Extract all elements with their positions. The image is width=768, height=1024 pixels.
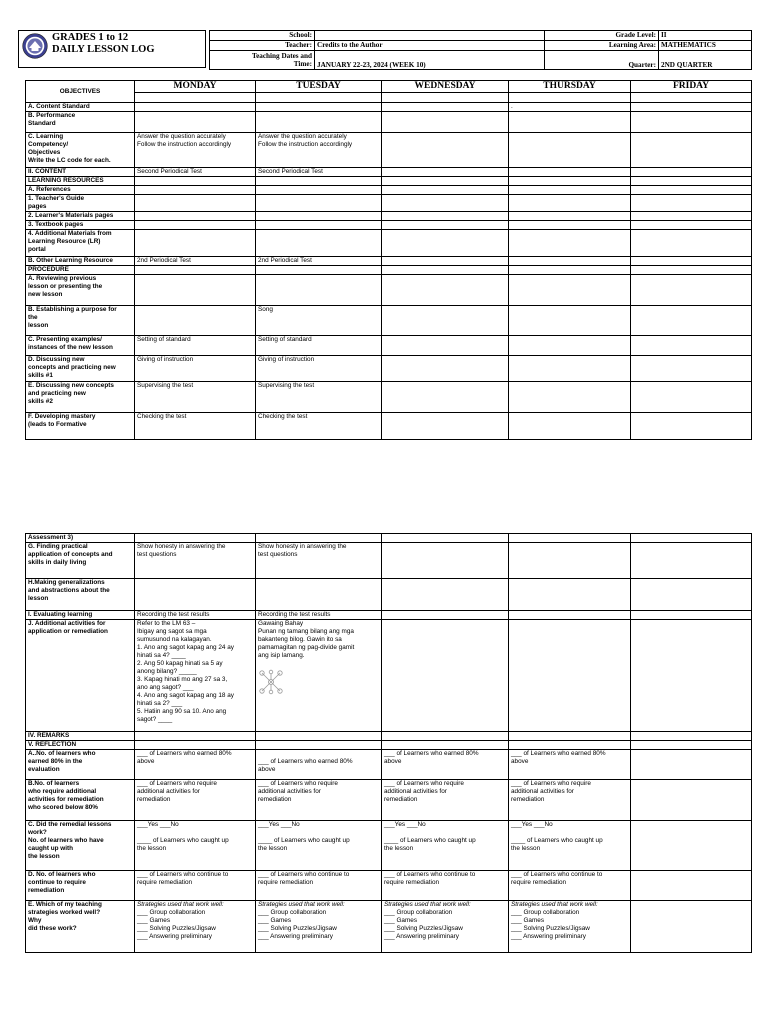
day-cell xyxy=(509,413,631,440)
day-header-wednesday: WEDNESDAY xyxy=(382,81,509,93)
day-cell xyxy=(631,741,752,750)
row-label: C. Learning Competency/ Objectives Write the LC code for each. xyxy=(26,133,135,168)
day-cell xyxy=(631,534,752,543)
table-row xyxy=(26,534,752,543)
day-cell xyxy=(256,579,382,611)
day-cell xyxy=(631,177,752,186)
day-cell: Giving of instruction xyxy=(135,356,256,382)
day-cell xyxy=(256,177,382,186)
row-label: H.Making generalizations and abstractions about the lesson xyxy=(26,579,135,611)
area-label: Learning Area: xyxy=(545,41,659,51)
day-cell xyxy=(256,732,382,741)
day-cell: ___ of Learners who earned 80% above xyxy=(382,750,509,780)
day-cell xyxy=(135,221,256,230)
row-label: A..No. of learners who earned 80% in the evaluation xyxy=(26,750,135,780)
day-cell xyxy=(135,212,256,221)
table-row xyxy=(26,306,752,336)
row-label: D. No. of learners who continue to require remediation xyxy=(26,871,135,901)
day-cell xyxy=(256,212,382,221)
row-label: A. References xyxy=(26,186,135,195)
day-cell: ___Yes ___No ____ of Learners who caught up the lesson xyxy=(382,821,509,871)
table-row xyxy=(26,732,752,741)
day-cell: ___ of Learners who continue to require remediation xyxy=(256,871,382,901)
day-cell xyxy=(631,732,752,741)
day-cell xyxy=(631,780,752,821)
strategies-items: ___ Group collaboration ___ Games ___ Solving Puzzles/Jigsaw ___ Answering preliminary xyxy=(384,909,463,940)
day-cell xyxy=(256,112,382,133)
row-label: V. REFLECTION xyxy=(26,741,135,750)
day-header-tuesday: TUESDAY xyxy=(256,81,382,93)
row-label: A. Reviewing previous lesson or presenting the new lesson xyxy=(26,275,135,306)
day-cell xyxy=(382,212,509,221)
table-row xyxy=(26,177,752,186)
day-cell xyxy=(256,230,382,257)
day-cell xyxy=(509,257,631,266)
day-cell: Refer to the LM 63 – Ibigay ang sagot sa mga sumusunod na kalagayan. 1. Ano ang sagot kapag ang 24 ay hinati sa 4? ____ 2. Ang 50 kapag hinati sa 5 ay anong bilang? _____ 3. Kapag hinati mo ang 27 sa 3, ano ang sagot? ___ 4. Ano ang sagot kapag ang 18 ay hinati sa 2? ___ 5. Hatiin ang 90 sa 10. Ano ang sagot? ____ xyxy=(135,620,256,732)
day-cell xyxy=(382,413,509,440)
day-cell xyxy=(509,732,631,741)
strategies-heading: Strategies used that work well: xyxy=(511,901,598,908)
day-cell: Recording the test results xyxy=(135,611,256,620)
day-cell: 2nd Periodical Test xyxy=(256,257,382,266)
day-cell xyxy=(256,103,382,112)
day-cell xyxy=(509,195,631,212)
day-cell xyxy=(631,103,752,112)
day-cell: Checking the test xyxy=(256,413,382,440)
row-label: D. Discussing new concepts and practicing new skills #1 xyxy=(26,356,135,382)
day-cell xyxy=(382,741,509,750)
day-cell: Second Periodical Test xyxy=(256,168,382,177)
day-cell xyxy=(509,306,631,336)
day-cell xyxy=(256,275,382,306)
table-row xyxy=(26,741,752,750)
day-cell xyxy=(631,871,752,901)
day-cell xyxy=(509,611,631,620)
day-sub-cell xyxy=(631,93,752,103)
table-row xyxy=(26,230,752,257)
header-table xyxy=(209,30,752,70)
day-cell xyxy=(256,266,382,275)
day-cell xyxy=(631,336,752,356)
table-row xyxy=(26,871,752,901)
row-label: B. Establishing a purpose for the lesson xyxy=(26,306,135,336)
day-cell xyxy=(631,195,752,212)
area-value: MATHEMATICS xyxy=(659,41,752,51)
grade-label: Grade Level: xyxy=(545,31,659,41)
day-cell xyxy=(509,133,631,168)
dates-label-line-1: Teaching Dates and xyxy=(251,51,312,60)
day-cell xyxy=(631,543,752,579)
day-cell xyxy=(509,543,631,579)
strategies-cell xyxy=(509,901,631,953)
row-label: 2. Learner's Materials pages xyxy=(26,212,135,221)
day-cell: ___ of Learners who earned 80% above xyxy=(509,750,631,780)
row-label: 3. Textbook pages xyxy=(26,221,135,230)
day-cell xyxy=(509,741,631,750)
row-label: E. Which of my teaching strategies worked well? Why did these work? xyxy=(26,901,135,953)
day-cell: Show honesty in answering the test questions xyxy=(256,543,382,579)
day-cell xyxy=(382,112,509,133)
day-cell xyxy=(256,195,382,212)
row-label: 1. Teacher's Guide pages xyxy=(26,195,135,212)
day-cell xyxy=(382,177,509,186)
day-cell xyxy=(631,112,752,133)
table-row xyxy=(26,133,752,168)
day-cell xyxy=(135,275,256,306)
quarter-label: Quarter: xyxy=(545,51,659,70)
day-cell xyxy=(631,133,752,168)
day-cell: ___ of Learners who continue to require remediation xyxy=(509,871,631,901)
table-row xyxy=(26,275,752,306)
row-label: G. Finding practical application of concepts and skills in daily living xyxy=(26,543,135,579)
day-cell xyxy=(256,534,382,543)
day-cell xyxy=(135,103,256,112)
table-row xyxy=(26,611,752,620)
day-cell: ___Yes ___No ____ of Learners who caught up the lesson xyxy=(509,821,631,871)
day-cell xyxy=(631,356,752,382)
day-cell xyxy=(509,275,631,306)
strategies-cell xyxy=(256,901,382,953)
strategies-items: ___ Group collaboration ___ Games ___ Solving Puzzles/Jigsaw ___ Answering preliminary xyxy=(258,909,337,940)
day-cell xyxy=(509,266,631,275)
strategies-heading: Strategies used that work well: xyxy=(137,901,224,908)
day-cell xyxy=(509,534,631,543)
dates-label-line-2: Time: xyxy=(293,60,312,68)
teacher-label: Teacher: xyxy=(210,41,315,51)
day-cell xyxy=(382,195,509,212)
day-cell xyxy=(382,221,509,230)
dates-value: JANUARY 22-23, 2024 (WEEK 10) xyxy=(315,51,545,70)
day-cell: Supervising the test xyxy=(135,382,256,413)
day-cell xyxy=(631,266,752,275)
day-cell xyxy=(631,186,752,195)
day-cell xyxy=(256,186,382,195)
day-cell xyxy=(256,741,382,750)
day-cell xyxy=(509,221,631,230)
row-label: IV. REMARKS xyxy=(26,732,135,741)
day-cell xyxy=(382,732,509,741)
day-sub-cell xyxy=(509,93,631,103)
strategies-cell xyxy=(382,901,509,953)
day-cell xyxy=(509,212,631,221)
day-cell xyxy=(631,212,752,221)
day-cell xyxy=(382,133,509,168)
day-cell xyxy=(509,230,631,257)
day-cell xyxy=(135,306,256,336)
day-cell xyxy=(382,611,509,620)
day-cell xyxy=(382,168,509,177)
row-label: 4. Additional Materials from Learning Resource (LR) portal xyxy=(26,230,135,257)
day-header-thursday: THURSDAY xyxy=(509,81,631,93)
day-cell: ___ of Learners who require additional activities for remediation xyxy=(256,780,382,821)
objectives-header: OBJECTIVES xyxy=(26,81,135,103)
day-cell xyxy=(135,230,256,257)
dates-label xyxy=(210,51,315,70)
day-cell: Checking the test xyxy=(135,413,256,440)
table-row xyxy=(26,221,752,230)
day-cell xyxy=(631,413,752,440)
grade-value: II xyxy=(659,31,752,41)
day-cell: Giving of instruction xyxy=(256,356,382,382)
day-cell xyxy=(382,620,509,732)
table-row xyxy=(26,750,752,780)
day-cell xyxy=(135,195,256,212)
day-cell xyxy=(509,579,631,611)
day-cell: ___Yes ___No ____ of Learners who caught up the lesson xyxy=(135,821,256,871)
day-header-friday: FRIDAY xyxy=(631,81,752,93)
day-cell xyxy=(382,336,509,356)
day-cell: Show honesty in answering the test questions xyxy=(135,543,256,579)
day-cell xyxy=(631,168,752,177)
molecule-icon xyxy=(258,669,284,695)
day-cell xyxy=(631,306,752,336)
day-cell: ___ of Learners who require additional activities for remediation xyxy=(135,780,256,821)
school-label: School: xyxy=(210,31,315,41)
table-row xyxy=(26,821,752,871)
deped-seal-icon xyxy=(22,33,48,59)
day-cell xyxy=(631,382,752,413)
day-cell: ___ of Learners who continue to require remediation xyxy=(382,871,509,901)
day-cell: . xyxy=(509,103,631,112)
day-cell: ___Yes ___No ____ of Learners who caught up the lesson xyxy=(256,821,382,871)
day-cell xyxy=(631,579,752,611)
day-cell xyxy=(382,534,509,543)
day-cell: Answer the question accurately Follow the instruction accordingly xyxy=(135,133,256,168)
day-cell xyxy=(631,821,752,871)
table-row xyxy=(26,195,752,212)
strategies-heading: Strategies used that work well: xyxy=(258,901,345,908)
day-cell: Gawaing Bahay Punan ng tamang bilang ang mga bakanteng bilog. Gawin ito sa pamamagitan ng pag-divide gamit ang isip lamang. xyxy=(256,620,382,732)
day-cell xyxy=(135,186,256,195)
day-cell xyxy=(382,275,509,306)
table-row xyxy=(26,112,752,133)
row-label: C. Presenting examples/ instances of the new lesson xyxy=(26,336,135,356)
day-cell xyxy=(509,356,631,382)
quarter-value: 2ND QUARTER xyxy=(659,51,752,70)
day-cell xyxy=(135,579,256,611)
day-cell xyxy=(631,275,752,306)
day-sub-cell xyxy=(382,93,509,103)
day-sub-cell xyxy=(256,93,382,103)
table-row xyxy=(26,382,752,413)
row-label: B. Other Learning Resource xyxy=(26,257,135,266)
day-cell: Song xyxy=(256,306,382,336)
school-value xyxy=(315,31,545,41)
day-cell xyxy=(382,382,509,413)
title-line-1: GRADES 1 to 12 xyxy=(52,32,129,43)
row-label: II. CONTENT xyxy=(26,168,135,177)
day-cell xyxy=(631,221,752,230)
strategies-cell xyxy=(135,901,256,953)
day-cell xyxy=(631,230,752,257)
day-cell xyxy=(256,221,382,230)
strategies-heading: Strategies used that work well: xyxy=(384,901,471,908)
row-label: A. Content Standard xyxy=(26,103,135,112)
row-label: B. Performance Standard xyxy=(26,112,135,133)
day-cell xyxy=(382,257,509,266)
day-cell xyxy=(509,168,631,177)
row-label: Assessment 3) xyxy=(26,534,135,543)
day-cell xyxy=(382,356,509,382)
teacher-value: Credits to the Author xyxy=(315,41,545,51)
table-row xyxy=(26,186,752,195)
day-cell xyxy=(382,230,509,257)
day-cell xyxy=(631,620,752,732)
day-cell xyxy=(135,741,256,750)
table-row xyxy=(26,780,752,821)
table-row xyxy=(26,212,752,221)
day-cell xyxy=(509,177,631,186)
day-cell xyxy=(135,732,256,741)
day-cell: ___ of Learners who continue to require remediation xyxy=(135,871,256,901)
day-cell: 2nd Periodical Test xyxy=(135,257,256,266)
document-title xyxy=(52,32,155,55)
day-cell xyxy=(382,579,509,611)
day-sub-cell xyxy=(135,93,256,103)
day-cell: Answer the question accurately Follow the instruction accordingly xyxy=(256,133,382,168)
day-cell: ___ of Learners who earned 80% above xyxy=(256,750,382,780)
day-cell xyxy=(135,266,256,275)
day-cell xyxy=(382,306,509,336)
table-row xyxy=(26,257,752,266)
title-line-2: DAILY LESSON LOG xyxy=(52,43,155,55)
table-row xyxy=(26,356,752,382)
day-cell xyxy=(631,750,752,780)
strategies-cell xyxy=(631,901,752,953)
row-label: J. Additional activities for application or remediation xyxy=(26,620,135,732)
table-row xyxy=(26,620,752,732)
table-row xyxy=(26,336,752,356)
day-cell xyxy=(382,266,509,275)
day-cell: Setting of standard xyxy=(256,336,382,356)
day-cell: ___ of Learners who require additional activities for remediation xyxy=(509,780,631,821)
day-cell: ___ of Learners who require additional activities for remediation xyxy=(382,780,509,821)
row-label: B.No. of learners who require additional activities for remediation who scored below 80% xyxy=(26,780,135,821)
table-row xyxy=(26,103,752,112)
table-row xyxy=(26,266,752,275)
day-cell xyxy=(135,112,256,133)
day-cell xyxy=(509,112,631,133)
day-cell xyxy=(135,177,256,186)
lesson-table-page-2 xyxy=(25,533,752,953)
row-label: C. Did the remedial lessons work? No. of learners who have caught up with the lesson xyxy=(26,821,135,871)
table-row xyxy=(26,579,752,611)
day-cell xyxy=(135,534,256,543)
row-label: F. Developing mastery (leads to Formative xyxy=(26,413,135,440)
day-cell xyxy=(509,382,631,413)
table-row xyxy=(26,543,752,579)
day-cell xyxy=(382,103,509,112)
day-cell: Setting of standard xyxy=(135,336,256,356)
day-cell: Recording the test results xyxy=(256,611,382,620)
strategies-items: ___ Group collaboration ___ Games ___ Solving Puzzles/Jigsaw ___ Answering preliminary xyxy=(137,909,216,940)
lesson-table-page-1 xyxy=(25,80,752,440)
day-cell: ___ of Learners who earned 80% above xyxy=(135,750,256,780)
day-cell xyxy=(509,336,631,356)
table-row xyxy=(26,901,752,953)
day-cell xyxy=(631,257,752,266)
table-row xyxy=(26,413,752,440)
day-cell xyxy=(509,186,631,195)
row-label: PROCEDURE xyxy=(26,266,135,275)
day-header-monday: MONDAY xyxy=(135,81,256,93)
day-cell xyxy=(382,543,509,579)
day-cell xyxy=(382,186,509,195)
day-cell: Second Periodical Test xyxy=(135,168,256,177)
row-label: LEARNING RESOURCES xyxy=(26,177,135,186)
row-label: I. Evaluating learning xyxy=(26,611,135,620)
row-label: E. Discussing new concepts and practicing new skills #2 xyxy=(26,382,135,413)
day-cell xyxy=(509,620,631,732)
day-cell xyxy=(631,611,752,620)
day-cell: Supervising the test xyxy=(256,382,382,413)
table-row xyxy=(26,168,752,177)
strategies-items: ___ Group collaboration ___ Games ___ Solving Puzzles/Jigsaw ___ Answering preliminary xyxy=(511,909,590,940)
